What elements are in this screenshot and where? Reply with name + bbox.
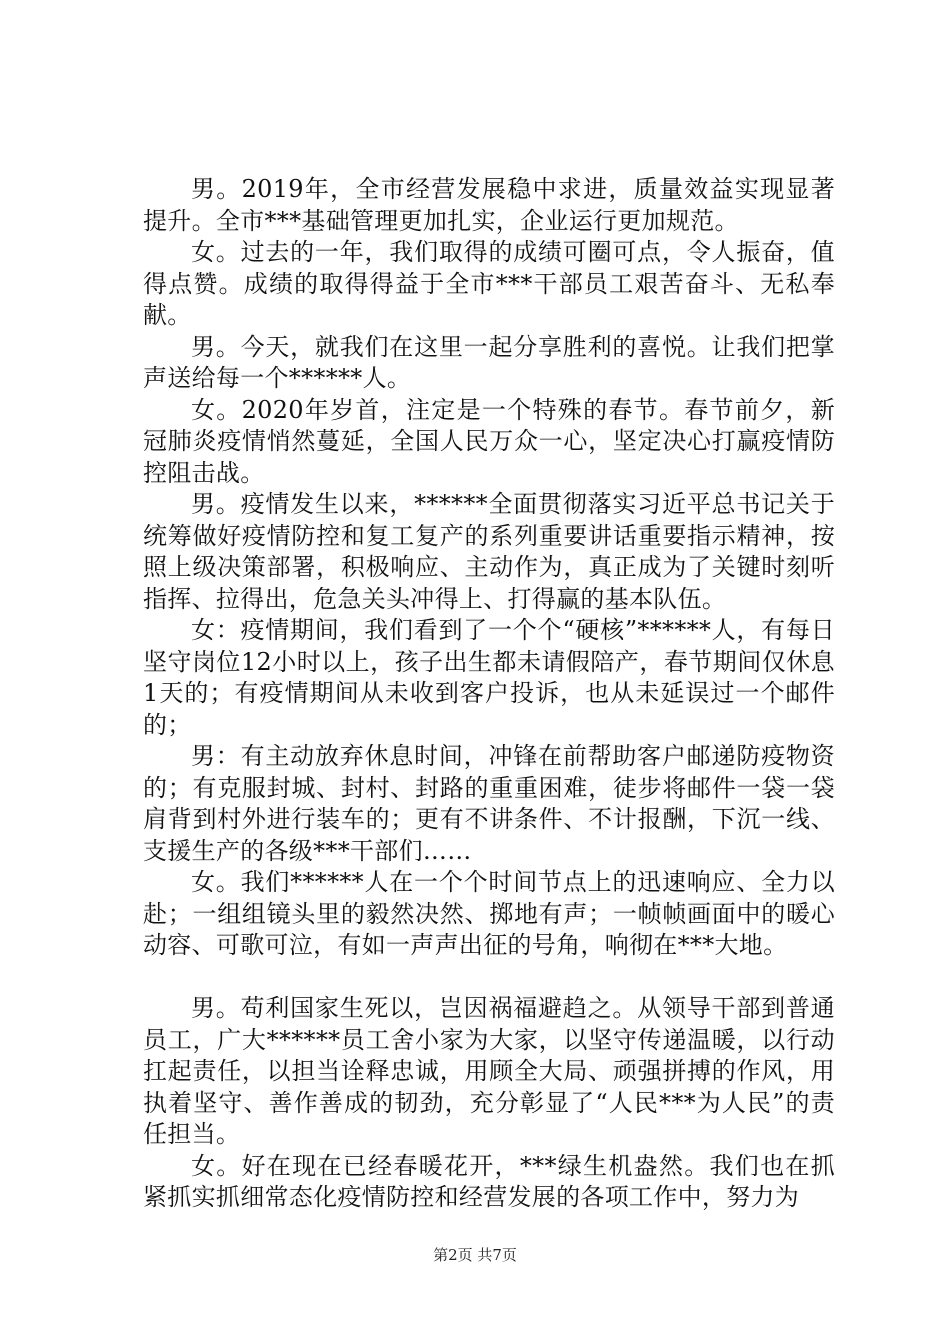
page-number-footer: 第2页 共7页 <box>433 1246 517 1264</box>
document-body <box>143 174 835 1214</box>
paragraph-female-hardcore: 女：疫情期间，我们看到了一个个“硬核”******人，有每日坚守岗位12小时以上，孩子出生都未请假陪产，春节期间仅休息1天的；有疫情期间从未收到客户投诉，也从未延误过一个邮件的； <box>143 616 835 739</box>
paragraph-female-spring: 女。好在现在已经春暖花开，***绿生机盎然。我们也在抓紧抓实抓细常态化疫情防控和经营发展的各项工作中，努力为 <box>143 1151 835 1211</box>
paragraph-male-today: 男。今天，就我们在这里一起分享胜利的喜悦。让我们把掌声送给每一个******人。 <box>143 332 835 392</box>
paragraph-gap <box>143 962 835 994</box>
paragraph-male-patriotism: 男。苟利国家生死以，岂因祸福避趋之。从领导干部到普通员工，广大******员工舍小家为大家，以坚守传递温暖，以行动扛起责任，以担当诠释忠诚，用顾全大局、顽强拼搏的作风，用执着坚守、善作善成的韧劲，充分彰显了“人民***为人民”的责任担当。 <box>143 994 835 1148</box>
paragraph-male-since-outbreak: 男。疫情发生以来，******全面贯彻落实习近平总书记关于统筹做好疫情防控和复工复产的系列重要讲话重要指示精神，按照上级决策部署，积极响应、主动作为，真正成为了关键时刻听指挥、拉得出，危急关头冲得上、打得赢的基本队伍。 <box>143 490 835 613</box>
paragraph-female-response: 女。我们******人在一个个时间节点上的迅速响应、全力以赴；一组组镜头里的毅然决然、掷地有声；一帧帧画面中的暖心动容、可歌可泣，有如一声声出征的号角，响彻在***大地。 <box>143 868 835 959</box>
paragraph-female-past-year: 女。过去的一年，我们取得的成绩可圈可点，令人振奋，值得点赞。成绩的取得得益于全市***干部员工艰苦奋斗、无私奉献。 <box>143 238 835 329</box>
paragraph-male-volunteers: 男：有主动放弃休息时间，冲锋在前帮助客户邮递防疫物资的；有克服封城、封村、封路的重重困难，徒步将邮件一袋一袋肩背到村外进行装车的；更有不讲条件、不计报酬，下沉一线、支援生产的各级***干部们…… <box>143 742 835 865</box>
paragraph-female-2020: 女。2020年岁首，注定是一个特殊的春节。春节前夕，新冠肺炎疫情悄然蔓延，全国人民万众一心，坚定决心打赢疫情防控阻击战。 <box>143 395 835 487</box>
paragraph-male-2019: 男。2019年，全市经营发展稳中求进，质量效益实现显著提升。全市***基础管理更加扎实，企业运行更加规范。 <box>143 175 835 235</box>
